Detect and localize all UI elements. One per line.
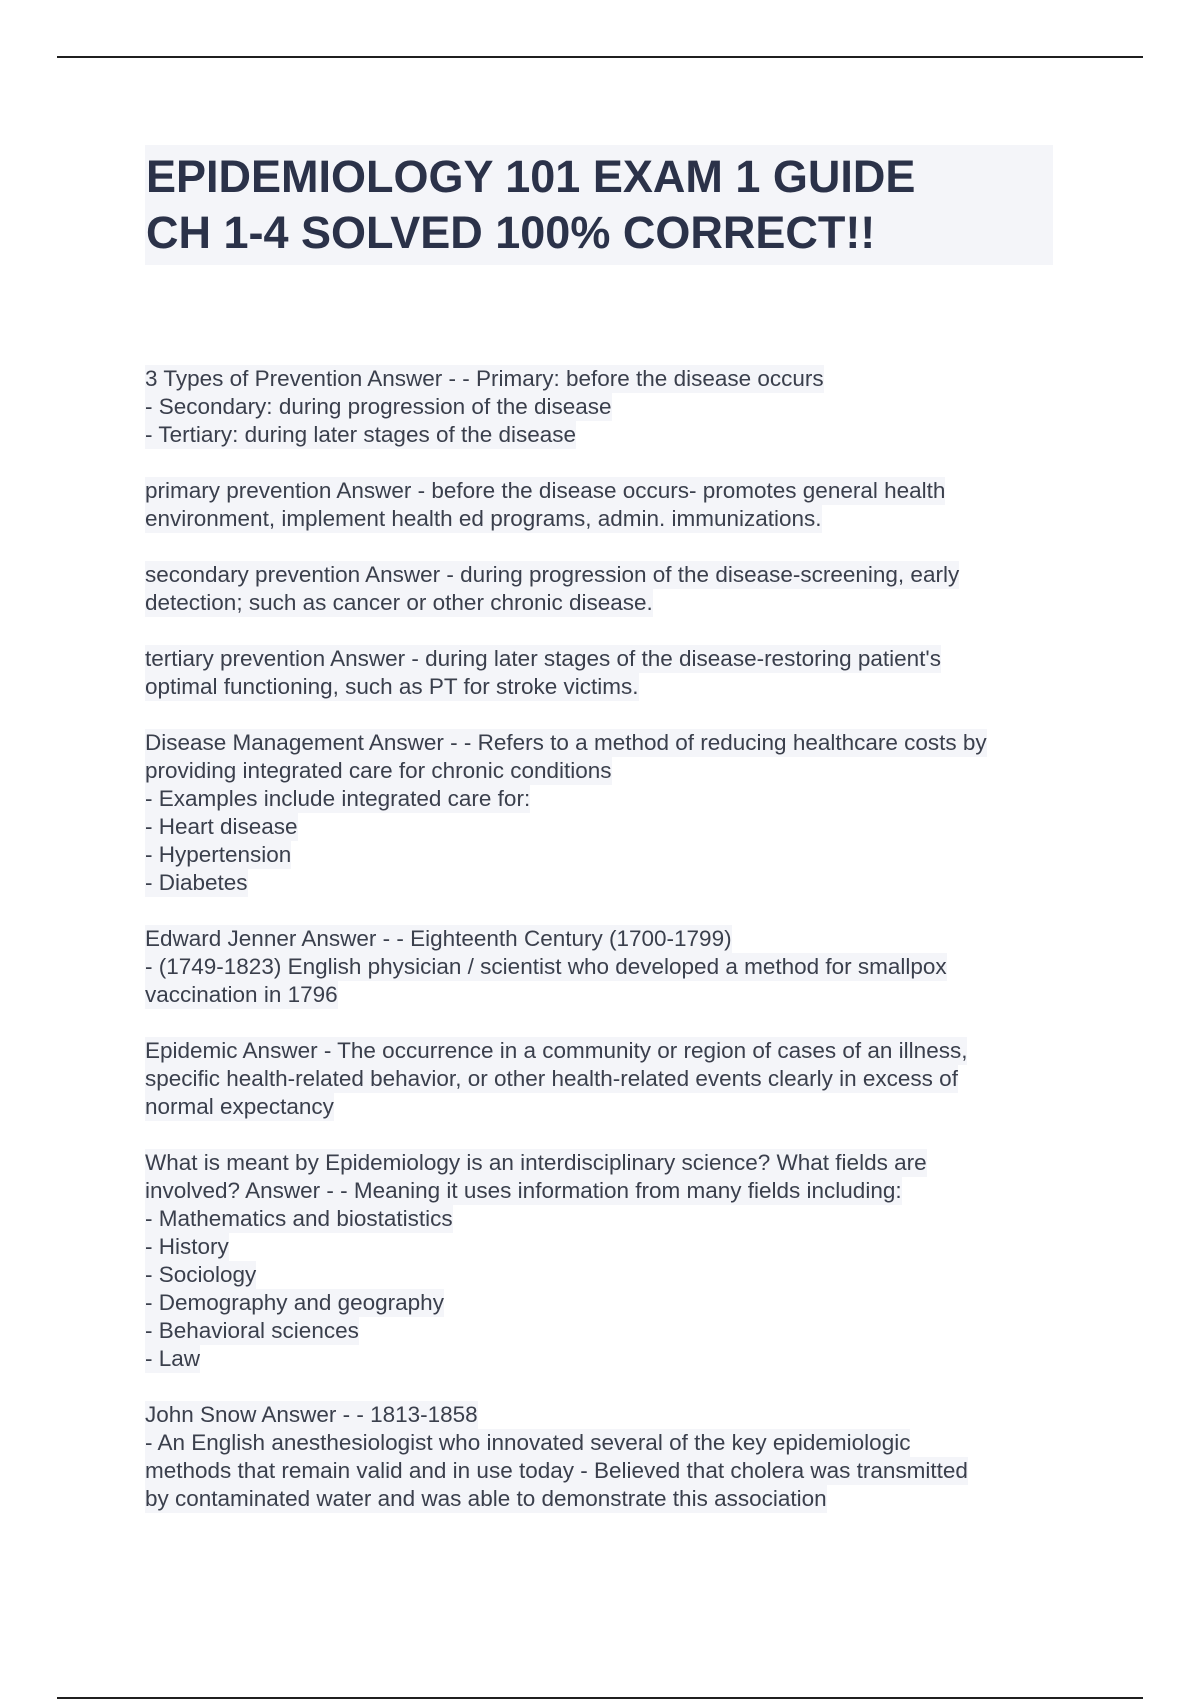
entry-text-line: - (1749-1823) English physician / scientist who developed a method for smallpox (145, 954, 947, 979)
entry-text-line: by contaminated water and was able to demonstrate this association (145, 1486, 827, 1511)
qa-content (145, 365, 1065, 1541)
qa-entry (145, 477, 1065, 533)
entry-text-line: providing integrated care for chronic conditions (145, 758, 612, 783)
entry-text-line: 3 Types of Prevention Answer - - Primary: before the disease occurs (145, 366, 824, 391)
entry-text-line: - Hypertension (145, 842, 292, 867)
entry-text-line: involved? Answer - - Meaning it uses information from many fields including: (145, 1178, 902, 1203)
title-line-2: CH 1-4 SOLVED 100% CORRECT!! (146, 207, 876, 258)
qa-entry (145, 645, 1065, 701)
entry-text-line: secondary prevention Answer - during progression of the disease-screening, early (145, 562, 960, 587)
entry-text-line: detection; such as cancer or other chronic disease. (145, 590, 653, 615)
entry-text-line: - Heart disease (145, 814, 298, 839)
entry-text-line: - Mathematics and biostatistics (145, 1206, 453, 1231)
entry-text-line: tertiary prevention Answer - during later stages of the disease-restoring patient's (145, 646, 941, 671)
entry-text-line: Disease Management Answer - - Refers to a method of reducing healthcare costs by (145, 730, 987, 755)
entry-text-line: John Snow Answer - - 1813-1858 (145, 1402, 478, 1427)
entry-text-line: - Behavioral sciences (145, 1318, 359, 1343)
entry-text-line: - History (145, 1234, 229, 1259)
qa-entry (145, 365, 1065, 449)
bottom-rule (57, 1697, 1143, 1699)
qa-entry (145, 1149, 1065, 1373)
entry-text-line: methods that remain valid and in use today - Believed that cholera was transmitted (145, 1458, 968, 1483)
entry-text-line: normal expectancy (145, 1094, 334, 1119)
qa-entry (145, 729, 1065, 897)
entry-text-line: Epidemic Answer - The occurrence in a community or region of cases of an illness, (145, 1038, 968, 1063)
entry-text-line: What is meant by Epidemiology is an interdisciplinary science? What fields are (145, 1150, 927, 1175)
title-line-1: EPIDEMIOLOGY 101 EXAM 1 GUIDE (146, 151, 916, 202)
entry-text-line: - An English anesthesiologist who innovated several of the key epidemiologic (145, 1430, 911, 1455)
entry-text-line: Edward Jenner Answer - - Eighteenth Century (1700-1799) (145, 926, 732, 951)
entry-text-line: - Demography and geography (145, 1290, 444, 1315)
qa-entry (145, 1401, 1065, 1513)
entry-text-line: specific health-related behavior, or other health-related events clearly in excess of (145, 1066, 958, 1091)
entry-text-line: vaccination in 1796 (145, 982, 338, 1007)
qa-entry (145, 561, 1065, 617)
entry-text-line: - Sociology (145, 1262, 257, 1287)
entry-text-line: environment, implement health ed programs, admin. immunizations. (145, 506, 822, 531)
qa-entry (145, 1037, 1065, 1121)
entry-text-line: - Diabetes (145, 870, 248, 895)
qa-entry (145, 925, 1065, 1009)
entry-text-line: - Tertiary: during later stages of the disease (145, 422, 577, 447)
entry-text-line: - Examples include integrated care for: (145, 786, 531, 811)
entry-text-line: optimal functioning, such as PT for stroke victims. (145, 674, 639, 699)
entry-text-line: - Law (145, 1346, 201, 1371)
entry-text-line: - Secondary: during progression of the disease (145, 394, 612, 419)
top-rule (57, 56, 1143, 58)
document-title (145, 145, 1053, 265)
entry-text-line: primary prevention Answer - before the disease occurs- promotes general health (145, 478, 946, 503)
